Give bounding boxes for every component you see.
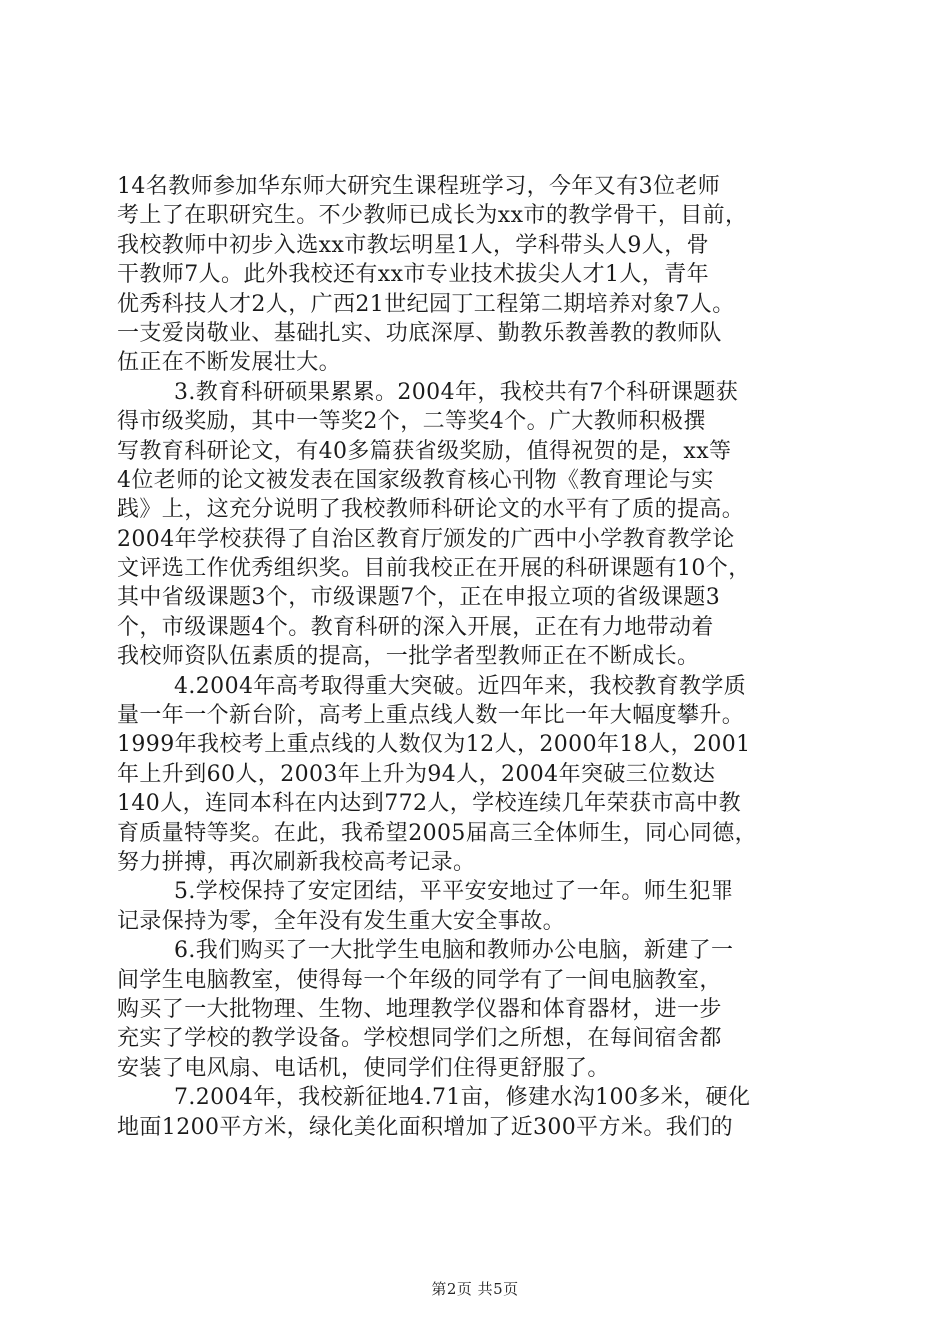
text-line: 考上了在职研究生。不少教师已成长为xx市的教学骨干，目前， xyxy=(117,203,748,229)
text-line: 努力拼搏，再次刷新我校高考记录。 xyxy=(117,849,476,875)
text-line: 伍正在不断发展壮大。 xyxy=(117,350,342,376)
page-number-footer: 第2页 共5页 xyxy=(431,1280,519,1298)
paragraph-first-line: 7.2004年，我校新征地4.71亩，修建水沟100多米，硬化 xyxy=(174,1085,751,1111)
text-line: 量一年一个新台阶，高考上重点线人数一年比一年大幅度攀升。 xyxy=(117,703,745,729)
document-body xyxy=(117,172,837,1142)
text-line: 干教师7人。此外我校还有xx市专业技术拔尖人才1人，青年 xyxy=(117,262,710,288)
text-line: 得市级奖励，其中一等奖2个，二等奖4个。广大教师积极撰 xyxy=(117,409,706,435)
text-line: 140人，连同本科在内达到772人，学校连续几年荣获市高中教 xyxy=(117,791,741,817)
text-line: 充实了学校的教学设备。学校想同学们之所想，在每间宿舍都 xyxy=(117,1026,722,1052)
text-line: 4位老师的论文被发表在国家级教育核心刊物《教育理论与实 xyxy=(117,467,714,493)
text-line: 年上升到60人，2003年上升为94人，2004年突破三位数达 xyxy=(117,761,716,787)
paragraph-first-line: 5.学校保持了安定团结，平平安安地过了一年。师生犯罪 xyxy=(174,879,734,905)
text-line: 记录保持为零，全年没有发生重大安全事故。 xyxy=(117,908,566,934)
text-line: 一支爱岗敬业、基础扎实、功底深厚、勤教乐教善教的教师队 xyxy=(117,320,722,346)
text-line: 我校教师中初步入选xx市教坛明星1人，学科带头人9人，骨 xyxy=(117,232,710,258)
text-line: 购买了一大批物理、生物、地理教学仪器和体育器材，进一步 xyxy=(117,996,722,1022)
text-line: 个，市级课题4个。教育科研的深入开展，正在有力地带动着 xyxy=(117,614,714,640)
paragraph-first-line: 3.教育科研硕果累累。2004年，我校共有7个科研课题获 xyxy=(174,379,739,405)
text-line: 地面1200平方米，绿化美化面积增加了近300平方米。我们的 xyxy=(117,1114,733,1140)
text-line: 其中省级课题3个，市级课题7个，正在申报立项的省级课题3 xyxy=(117,585,721,611)
paragraph-first-line: 6.我们购买了一大批学生电脑和教师办公电脑，新建了一 xyxy=(174,938,734,964)
text-line: 我校师资队伍素质的提高，一批学者型教师正在不断成长。 xyxy=(117,644,700,670)
text-line: 育质量特等奖。在此，我希望2005届高三全体师生，同心同德， xyxy=(117,820,757,846)
paragraph-first-line: 4.2004年高考取得重大突破。近四年来，我校教育教学质 xyxy=(174,673,747,699)
text-line: 写教育科研论文，有40多篇获省级奖励，值得祝贺的是，xx等 xyxy=(117,438,732,464)
text-line: 安装了电风扇、电话机，使同学们住得更舒服了。 xyxy=(117,1055,610,1081)
text-line: 文评选工作优秀组织奖。目前我校正在开展的科研课题有10个， xyxy=(117,556,751,582)
text-line: 践》上，这充分说明了我校教师科研论文的水平有了质的提高。 xyxy=(117,497,745,523)
text-line: 14名教师参加华东师大研究生课程班学习，今年又有3位老师 xyxy=(117,174,721,199)
text-line: 间学生电脑教室，使得每一个年级的同学有了一间电脑教室， xyxy=(117,967,722,993)
text-line: 2004年学校获得了自治区教育厅颁发的广西中小学教育教学论 xyxy=(117,526,735,552)
text-line: 优秀科技人才2人，广西21世纪园丁工程第二期培养对象7人。 xyxy=(117,291,735,317)
text-line: 1999年我校考上重点线的人数仅为12人，2000年18人，2001 xyxy=(117,732,751,758)
